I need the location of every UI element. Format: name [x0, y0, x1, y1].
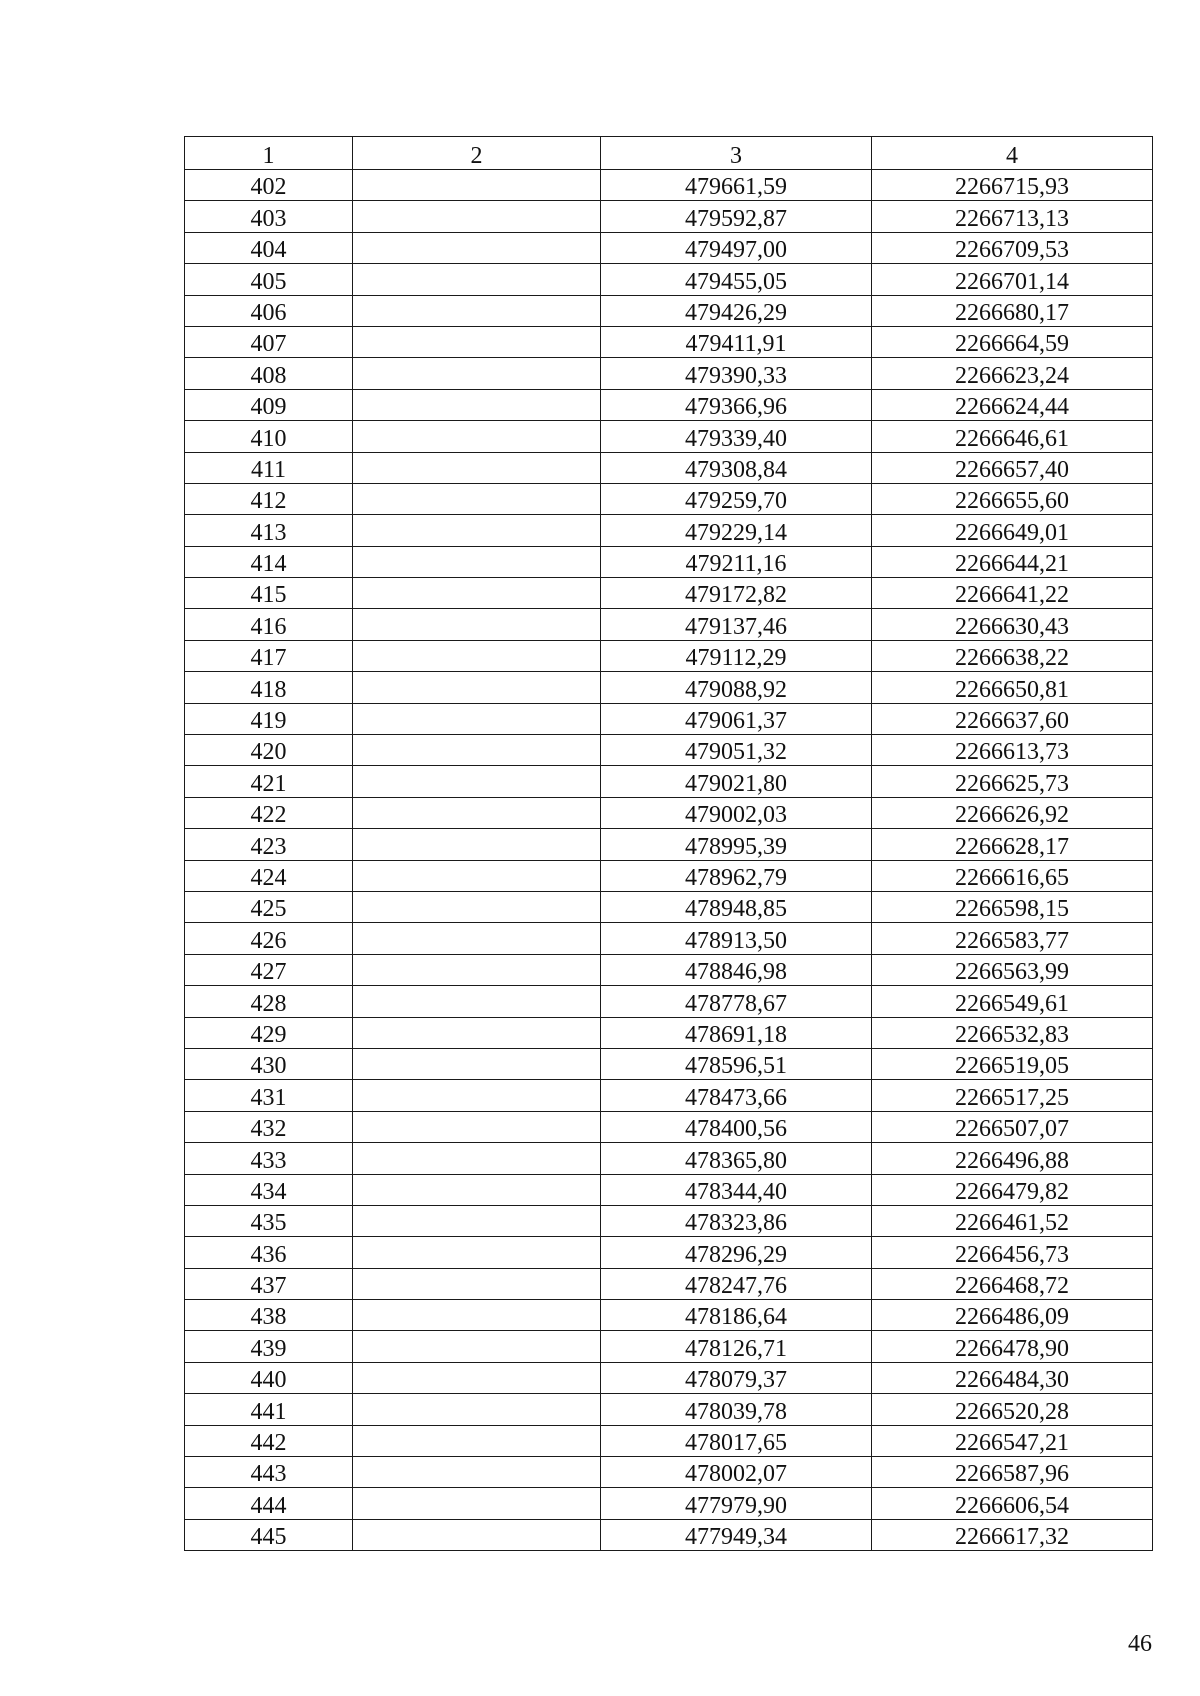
point-number-cell: 429: [185, 1017, 353, 1048]
y-coordinate-cell: 2266484,30: [872, 1362, 1153, 1393]
table-row: [185, 1331, 1153, 1362]
table-row: [185, 640, 1153, 671]
y-coordinate-cell: 2266646,61: [872, 421, 1153, 452]
point-number-cell: 420: [185, 735, 353, 766]
table-row: [185, 1080, 1153, 1111]
x-coordinate-cell: 478079,37: [601, 1362, 872, 1393]
empty-cell: [353, 1111, 601, 1142]
point-number-cell: 445: [185, 1519, 353, 1550]
y-coordinate-cell: 2266613,73: [872, 735, 1153, 766]
empty-cell: [353, 703, 601, 734]
y-coordinate-cell: 2266680,17: [872, 295, 1153, 326]
table-row: [185, 986, 1153, 1017]
y-coordinate-cell: 2266456,73: [872, 1237, 1153, 1268]
point-number-cell: 403: [185, 201, 353, 232]
y-coordinate-cell: 2266641,22: [872, 578, 1153, 609]
y-coordinate-cell: 2266486,09: [872, 1300, 1153, 1331]
table-row: [185, 954, 1153, 985]
x-coordinate-cell: 479061,37: [601, 703, 872, 734]
table-row: [185, 578, 1153, 609]
y-coordinate-cell: 2266519,05: [872, 1048, 1153, 1079]
column-header-1: 1: [185, 137, 353, 170]
point-number-cell: 412: [185, 483, 353, 514]
y-coordinate-cell: 2266624,44: [872, 389, 1153, 420]
y-coordinate-cell: 2266517,25: [872, 1080, 1153, 1111]
empty-cell: [353, 891, 601, 922]
x-coordinate-cell: 479112,29: [601, 640, 872, 671]
point-number-cell: 421: [185, 766, 353, 797]
empty-cell: [353, 672, 601, 703]
table-row: [185, 891, 1153, 922]
table-row: [185, 295, 1153, 326]
y-coordinate-cell: 2266715,93: [872, 170, 1153, 201]
table-header-row: [185, 137, 1153, 170]
table-row: [185, 1362, 1153, 1393]
y-coordinate-cell: 2266713,13: [872, 201, 1153, 232]
point-number-cell: 419: [185, 703, 353, 734]
point-number-cell: 426: [185, 923, 353, 954]
point-number-cell: 431: [185, 1080, 353, 1111]
point-number-cell: 428: [185, 986, 353, 1017]
table-row: [185, 515, 1153, 546]
empty-cell: [353, 1394, 601, 1425]
empty-cell: [353, 609, 601, 640]
table-row: [185, 1205, 1153, 1236]
table-row: [185, 860, 1153, 891]
y-coordinate-cell: 2266650,81: [872, 672, 1153, 703]
table-row: [185, 1237, 1153, 1268]
x-coordinate-cell: 479211,16: [601, 546, 872, 577]
table-row: [185, 1268, 1153, 1299]
table-row: [185, 1488, 1153, 1519]
x-coordinate-cell: 479661,59: [601, 170, 872, 201]
table-row: [185, 672, 1153, 703]
y-coordinate-cell: 2266701,14: [872, 264, 1153, 295]
point-number-cell: 441: [185, 1394, 353, 1425]
x-coordinate-cell: 478186,64: [601, 1300, 872, 1331]
point-number-cell: 414: [185, 546, 353, 577]
y-coordinate-cell: 2266637,60: [872, 703, 1153, 734]
empty-cell: [353, 170, 601, 201]
empty-cell: [353, 1300, 601, 1331]
empty-cell: [353, 421, 601, 452]
point-number-cell: 413: [185, 515, 353, 546]
empty-cell: [353, 1080, 601, 1111]
empty-cell: [353, 1268, 601, 1299]
point-number-cell: 434: [185, 1174, 353, 1205]
point-number-cell: 404: [185, 232, 353, 263]
empty-cell: [353, 1457, 601, 1488]
table-row: [185, 735, 1153, 766]
x-coordinate-cell: 479339,40: [601, 421, 872, 452]
empty-cell: [353, 295, 601, 326]
point-number-cell: 443: [185, 1457, 353, 1488]
empty-cell: [353, 1143, 601, 1174]
y-coordinate-cell: 2266630,43: [872, 609, 1153, 640]
empty-cell: [353, 1331, 601, 1362]
y-coordinate-cell: 2266649,01: [872, 515, 1153, 546]
x-coordinate-cell: 479308,84: [601, 452, 872, 483]
table-body: [185, 170, 1153, 1551]
empty-cell: [353, 860, 601, 891]
y-coordinate-cell: 2266520,28: [872, 1394, 1153, 1425]
x-coordinate-cell: 478017,65: [601, 1425, 872, 1456]
x-coordinate-cell: 478473,66: [601, 1080, 872, 1111]
empty-cell: [353, 1362, 601, 1393]
point-number-cell: 435: [185, 1205, 353, 1236]
table-row: [185, 1457, 1153, 1488]
point-number-cell: 415: [185, 578, 353, 609]
x-coordinate-cell: 479002,03: [601, 797, 872, 828]
empty-cell: [353, 954, 601, 985]
point-number-cell: 439: [185, 1331, 353, 1362]
table-row: [185, 1017, 1153, 1048]
point-number-cell: 417: [185, 640, 353, 671]
x-coordinate-cell: 479259,70: [601, 483, 872, 514]
x-coordinate-cell: 478400,56: [601, 1111, 872, 1142]
point-number-cell: 411: [185, 452, 353, 483]
x-coordinate-cell: 478039,78: [601, 1394, 872, 1425]
y-coordinate-cell: 2266583,77: [872, 923, 1153, 954]
y-coordinate-cell: 2266598,15: [872, 891, 1153, 922]
empty-cell: [353, 923, 601, 954]
empty-cell: [353, 1488, 601, 1519]
y-coordinate-cell: 2266547,21: [872, 1425, 1153, 1456]
x-coordinate-cell: 479021,80: [601, 766, 872, 797]
table-row: [185, 923, 1153, 954]
empty-cell: [353, 1519, 601, 1550]
y-coordinate-cell: 2266638,22: [872, 640, 1153, 671]
x-coordinate-cell: 479411,91: [601, 326, 872, 357]
table-row: [185, 389, 1153, 420]
empty-cell: [353, 1205, 601, 1236]
point-number-cell: 406: [185, 295, 353, 326]
table-row: [185, 201, 1153, 232]
x-coordinate-cell: 479426,29: [601, 295, 872, 326]
point-number-cell: 409: [185, 389, 353, 420]
point-number-cell: 424: [185, 860, 353, 891]
page-number: 46: [1128, 1631, 1152, 1657]
y-coordinate-cell: 2266587,96: [872, 1457, 1153, 1488]
y-coordinate-cell: 2266644,21: [872, 546, 1153, 577]
x-coordinate-cell: 478296,29: [601, 1237, 872, 1268]
empty-cell: [353, 829, 601, 860]
x-coordinate-cell: 478596,51: [601, 1048, 872, 1079]
table-row: [185, 1143, 1153, 1174]
empty-cell: [353, 201, 601, 232]
point-number-cell: 416: [185, 609, 353, 640]
y-coordinate-cell: 2266657,40: [872, 452, 1153, 483]
x-coordinate-cell: 478913,50: [601, 923, 872, 954]
table-row: [185, 703, 1153, 734]
table-row: [185, 232, 1153, 263]
table-row: [185, 1300, 1153, 1331]
table-row: [185, 1425, 1153, 1456]
table-row: [185, 1048, 1153, 1079]
empty-cell: [353, 546, 601, 577]
y-coordinate-cell: 2266468,72: [872, 1268, 1153, 1299]
x-coordinate-cell: 478778,67: [601, 986, 872, 1017]
column-header-4: 4: [872, 137, 1153, 170]
empty-cell: [353, 986, 601, 1017]
table-row: [185, 452, 1153, 483]
point-number-cell: 405: [185, 264, 353, 295]
x-coordinate-cell: 478002,07: [601, 1457, 872, 1488]
point-number-cell: 427: [185, 954, 353, 985]
empty-cell: [353, 452, 601, 483]
point-number-cell: 444: [185, 1488, 353, 1519]
y-coordinate-cell: 2266606,54: [872, 1488, 1153, 1519]
y-coordinate-cell: 2266507,07: [872, 1111, 1153, 1142]
y-coordinate-cell: 2266616,65: [872, 860, 1153, 891]
point-number-cell: 423: [185, 829, 353, 860]
y-coordinate-cell: 2266623,24: [872, 358, 1153, 389]
table-row: [185, 829, 1153, 860]
point-number-cell: 418: [185, 672, 353, 703]
empty-cell: [353, 389, 601, 420]
x-coordinate-cell: 479592,87: [601, 201, 872, 232]
point-number-cell: 407: [185, 326, 353, 357]
table-row: [185, 358, 1153, 389]
y-coordinate-cell: 2266563,99: [872, 954, 1153, 985]
x-coordinate-cell: 479390,33: [601, 358, 872, 389]
empty-cell: [353, 1048, 601, 1079]
coordinates-table: [184, 136, 1153, 1551]
empty-cell: [353, 358, 601, 389]
table-row: [185, 766, 1153, 797]
point-number-cell: 436: [185, 1237, 353, 1268]
y-coordinate-cell: 2266664,59: [872, 326, 1153, 357]
y-coordinate-cell: 2266479,82: [872, 1174, 1153, 1205]
x-coordinate-cell: 479172,82: [601, 578, 872, 609]
point-number-cell: 402: [185, 170, 353, 201]
x-coordinate-cell: 479229,14: [601, 515, 872, 546]
y-coordinate-cell: 2266709,53: [872, 232, 1153, 263]
table-row: [185, 264, 1153, 295]
table-row: [185, 483, 1153, 514]
empty-cell: [353, 264, 601, 295]
x-coordinate-cell: 479366,96: [601, 389, 872, 420]
empty-cell: [353, 1237, 601, 1268]
point-number-cell: 425: [185, 891, 353, 922]
y-coordinate-cell: 2266496,88: [872, 1143, 1153, 1174]
table-row: [185, 170, 1153, 201]
point-number-cell: 442: [185, 1425, 353, 1456]
point-number-cell: 440: [185, 1362, 353, 1393]
x-coordinate-cell: 478247,76: [601, 1268, 872, 1299]
point-number-cell: 408: [185, 358, 353, 389]
table-row: [185, 1394, 1153, 1425]
empty-cell: [353, 232, 601, 263]
empty-cell: [353, 1174, 601, 1205]
empty-cell: [353, 578, 601, 609]
y-coordinate-cell: 2266628,17: [872, 829, 1153, 860]
x-coordinate-cell: 478365,80: [601, 1143, 872, 1174]
empty-cell: [353, 797, 601, 828]
empty-cell: [353, 1017, 601, 1048]
empty-cell: [353, 326, 601, 357]
table-row: [185, 609, 1153, 640]
x-coordinate-cell: 478995,39: [601, 829, 872, 860]
x-coordinate-cell: 478691,18: [601, 1017, 872, 1048]
table-row: [185, 1111, 1153, 1142]
x-coordinate-cell: 477979,90: [601, 1488, 872, 1519]
column-header-2: 2: [353, 137, 601, 170]
y-coordinate-cell: 2266532,83: [872, 1017, 1153, 1048]
point-number-cell: 422: [185, 797, 353, 828]
table-row: [185, 326, 1153, 357]
x-coordinate-cell: 479088,92: [601, 672, 872, 703]
y-coordinate-cell: 2266626,92: [872, 797, 1153, 828]
y-coordinate-cell: 2266655,60: [872, 483, 1153, 514]
x-coordinate-cell: 478126,71: [601, 1331, 872, 1362]
x-coordinate-cell: 478846,98: [601, 954, 872, 985]
point-number-cell: 433: [185, 1143, 353, 1174]
y-coordinate-cell: 2266617,32: [872, 1519, 1153, 1550]
empty-cell: [353, 735, 601, 766]
point-number-cell: 438: [185, 1300, 353, 1331]
y-coordinate-cell: 2266461,52: [872, 1205, 1153, 1236]
x-coordinate-cell: 479137,46: [601, 609, 872, 640]
point-number-cell: 430: [185, 1048, 353, 1079]
column-header-3: 3: [601, 137, 872, 170]
empty-cell: [353, 640, 601, 671]
x-coordinate-cell: 479455,05: [601, 264, 872, 295]
x-coordinate-cell: 478948,85: [601, 891, 872, 922]
table-row: [185, 546, 1153, 577]
table-row: [185, 1519, 1153, 1550]
point-number-cell: 410: [185, 421, 353, 452]
x-coordinate-cell: 478962,79: [601, 860, 872, 891]
table-row: [185, 1174, 1153, 1205]
empty-cell: [353, 766, 601, 797]
y-coordinate-cell: 2266478,90: [872, 1331, 1153, 1362]
y-coordinate-cell: 2266549,61: [872, 986, 1153, 1017]
empty-cell: [353, 1425, 601, 1456]
point-number-cell: 432: [185, 1111, 353, 1142]
x-coordinate-cell: 478344,40: [601, 1174, 872, 1205]
table-row: [185, 421, 1153, 452]
x-coordinate-cell: 479497,00: [601, 232, 872, 263]
y-coordinate-cell: 2266625,73: [872, 766, 1153, 797]
x-coordinate-cell: 477949,34: [601, 1519, 872, 1550]
empty-cell: [353, 483, 601, 514]
x-coordinate-cell: 478323,86: [601, 1205, 872, 1236]
point-number-cell: 437: [185, 1268, 353, 1299]
x-coordinate-cell: 479051,32: [601, 735, 872, 766]
empty-cell: [353, 515, 601, 546]
table-row: [185, 797, 1153, 828]
